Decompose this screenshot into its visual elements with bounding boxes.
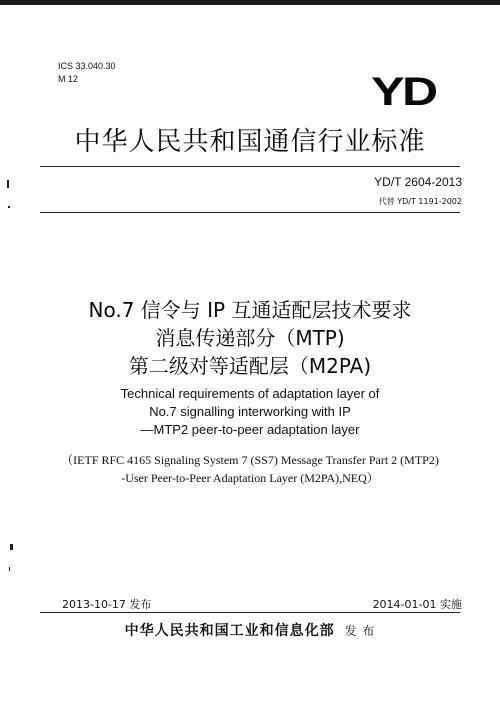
divider-footer: [40, 612, 460, 613]
divider-top: [40, 166, 460, 167]
divider-header: [40, 212, 460, 213]
english-title-line-2: No.7 signalling interworking with IP: [149, 404, 351, 419]
english-title-line-3: —MTP2 peer-to-peer adaptation layer: [140, 422, 360, 437]
effective-date: 2014-01-01 实施: [372, 598, 462, 611]
issuing-authority: [0, 620, 500, 640]
publish-date: 2013-10-17 发布: [62, 598, 152, 611]
ietf-reference-line-1: （IETF RFC 4165 Signaling System 7 (SS7) Message Transfer Part 2 (MTP2): [61, 453, 439, 467]
english-title-line-1: Technical requirements of adaptation layer of: [120, 386, 380, 401]
top-border: [0, 0, 500, 5]
ccs-code: M 12: [58, 74, 79, 84]
standard-type-title: 中华人民共和国通信行业标准: [74, 127, 426, 157]
chinese-title-line-2: 消息传递部分（MTP): [155, 326, 345, 350]
scan-mark: [7, 180, 9, 188]
scan-mark: [10, 544, 13, 550]
yd-logo: YD: [371, 70, 436, 114]
issue-label: 发 布: [344, 624, 376, 638]
classification-codes: [58, 60, 116, 86]
ics-code: ICS 33.040.30: [58, 61, 116, 71]
standard-number: YD/T 2604-2013: [374, 175, 462, 189]
chinese-title-line-1: No.7 信令与 IP 互通适配层技术要求: [88, 298, 412, 322]
replaces-standard: 代替 YD/T 1191-2002: [378, 197, 462, 206]
scan-mark: [8, 206, 10, 208]
issuer-name: 中华人民共和国工业和信息化部: [124, 623, 335, 639]
scan-mark: [9, 567, 10, 571]
ietf-reference-line-2: -User Peer-to-Peer Adaptation Layer (M2PA),NEQ）: [121, 471, 379, 485]
chinese-title-line-3: 第二级对等适配层（M2PA): [128, 354, 372, 378]
